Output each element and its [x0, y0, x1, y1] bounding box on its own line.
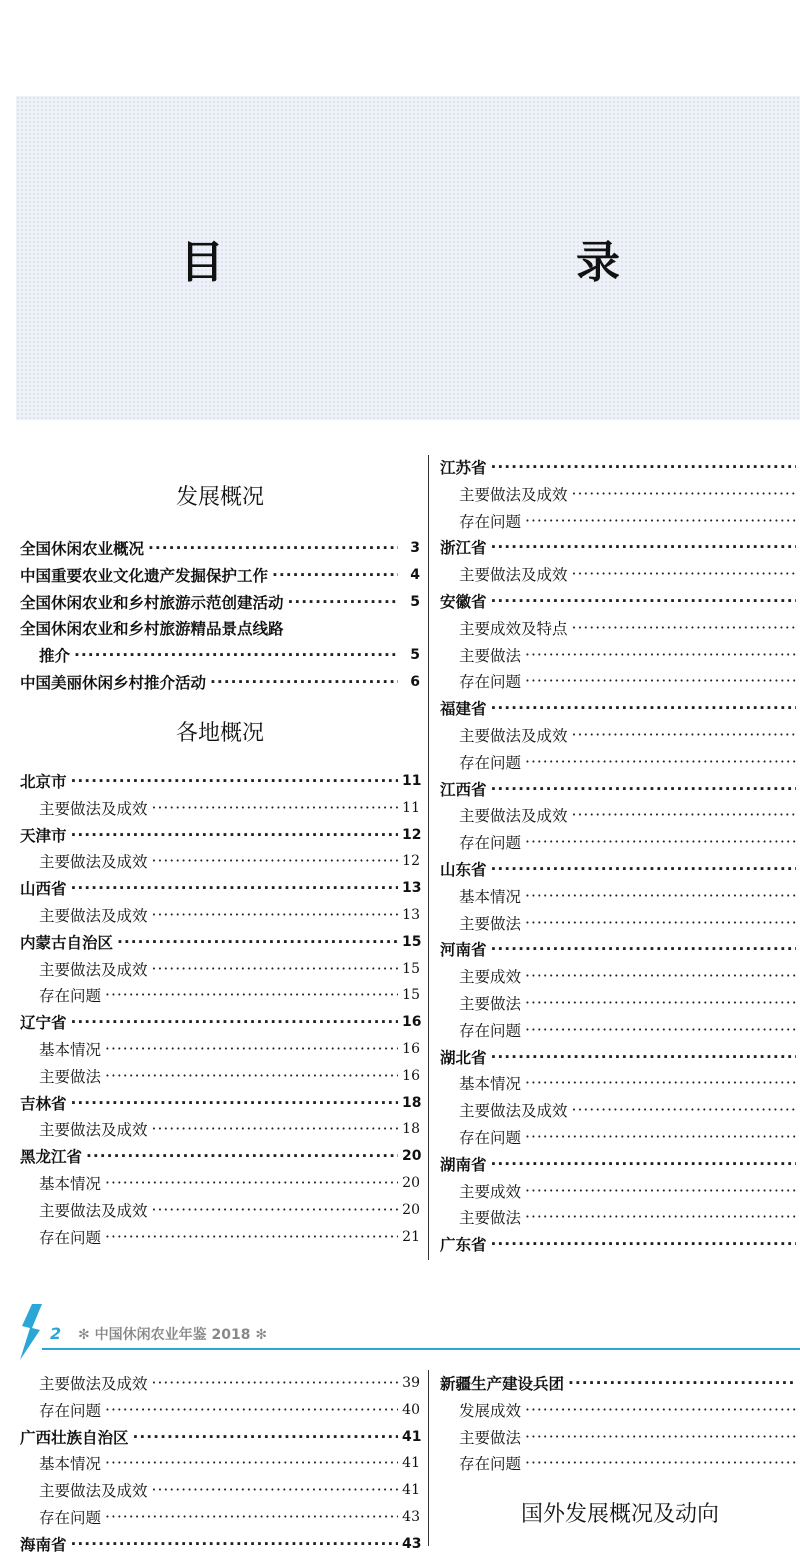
toc-entry-label: 河南省 [440, 941, 487, 960]
dot-leader [525, 994, 796, 1012]
toc-page-number: 5 [410, 647, 420, 664]
toc-entry [20, 929, 420, 955]
toc-page-number: 39 [402, 1375, 420, 1391]
toc-entry-label: 主要做法及成效 [39, 853, 148, 872]
toc-entry-label: 主要成效及特点 [459, 619, 568, 638]
toc-entry-label: 推介 [39, 647, 71, 666]
dot-leader [525, 1128, 796, 1146]
toc-entry-label: 主要做法 [39, 1067, 102, 1086]
dot-leader [525, 1208, 796, 1226]
toc-subentry [459, 749, 800, 775]
toc-page-number: 11 [402, 773, 422, 789]
toc-entry-label: 新疆生产建设兵团 [440, 1375, 565, 1393]
toc-entry-label: 基本情况 [39, 1175, 102, 1193]
toc-page-number: 3 [410, 540, 420, 556]
toc-entry-label: 中国美丽休闲乡村推介活动 [20, 674, 207, 692]
toc-subentry [459, 642, 800, 668]
toc-entry-label: 福建省 [440, 700, 487, 719]
dot-leader [152, 852, 398, 870]
toc-subentry [459, 615, 800, 641]
toc-page-number: 20 [402, 1148, 422, 1165]
dot-leader [86, 1147, 398, 1165]
toc-subentry [459, 1204, 800, 1230]
toc-entry-label: 内蒙古自治区 [20, 933, 114, 952]
toc-entry-label: 江苏省 [440, 459, 487, 477]
dot-leader [152, 960, 398, 978]
toc-entry [440, 1370, 800, 1396]
toc-entry-label: 主要做法及成效 [459, 566, 568, 585]
toc-page-number: 6 [410, 674, 420, 690]
toc-entry-label: 存在问题 [39, 1401, 102, 1420]
toc-entry-label: 主要做法及成效 [459, 727, 568, 745]
dot-leader [71, 1013, 398, 1031]
toc-page-number: 20 [402, 1201, 420, 1218]
toc-page-number: 13 [402, 907, 420, 923]
toc-entry-label: 主要做法 [459, 646, 522, 665]
toc-subentry [459, 910, 800, 936]
toc-subentry [459, 1178, 800, 1204]
toc-entry-label: 存在问题 [39, 1228, 102, 1247]
toc-entry-label: 中国重要农业文化遗产发掘保护工作 [20, 566, 269, 585]
toc-entry-label: 主要做法及成效 [39, 1121, 148, 1140]
toc-page-number: 18 [402, 1094, 422, 1111]
toc-entry-label: 主要做法及成效 [39, 1482, 148, 1501]
dot-leader [572, 485, 796, 503]
toc-entry-label: 主要成效 [459, 968, 522, 987]
toc-entry-label: 全国休闲农业概况 [20, 540, 145, 558]
dot-leader [152, 1481, 398, 1499]
toc-subentry [459, 1397, 800, 1423]
toc-entry-label: 基本情况 [459, 1075, 522, 1094]
toc-entry-label: 主要做法及成效 [39, 1375, 148, 1393]
dot-leader [105, 1454, 398, 1472]
toc-subentry [39, 956, 420, 982]
page-title: 目 录 [180, 237, 708, 288]
toc-entry [20, 1009, 420, 1035]
dot-leader [525, 887, 796, 905]
dot-leader [525, 914, 796, 932]
dot-leader [491, 458, 796, 476]
toc-entry [20, 1531, 420, 1557]
dot-leader [288, 593, 398, 611]
toc-entry-label: 基本情况 [459, 887, 522, 906]
section-heading: 各地概况 [175, 721, 264, 746]
dot-leader [71, 1535, 398, 1553]
toc-entry-label: 主要做法 [459, 1428, 522, 1447]
toc-subentry [39, 848, 420, 874]
toc-entry [440, 776, 800, 802]
toc-entry-label: 吉林省 [20, 1094, 67, 1113]
toc-subentry [459, 1450, 800, 1476]
toc-subentry [39, 1063, 420, 1089]
dot-leader [572, 565, 796, 583]
dot-leader [491, 1155, 796, 1173]
toc-entry [20, 822, 420, 848]
toc-subentry [459, 1097, 800, 1123]
toc-entry [20, 875, 420, 901]
toc-entry [20, 1143, 420, 1169]
toc-page-number: 13 [402, 880, 422, 897]
toc-subentry [459, 990, 800, 1016]
dot-leader [525, 1401, 796, 1419]
toc-entry-label: 主要做法 [459, 995, 522, 1013]
toc-page-number: 15 [402, 933, 422, 950]
toc-subentry [39, 1450, 420, 1476]
toc-entry [440, 1151, 800, 1177]
dot-leader [525, 753, 796, 771]
dot-leader [71, 772, 398, 790]
toc-entry-label: 湖北省 [440, 1048, 487, 1067]
page-number: 2 [50, 1324, 62, 1343]
toc-entry [20, 589, 420, 615]
toc-subentry [39, 902, 420, 928]
toc-page-number: 15 [402, 987, 420, 1004]
toc-entry [440, 454, 800, 480]
toc-subentry [459, 883, 800, 909]
toc-entry-label: 黑龙江省 [20, 1148, 83, 1167]
dot-leader [572, 619, 796, 637]
toc-entry-label: 存在问题 [459, 753, 522, 772]
dot-leader [210, 673, 398, 691]
toc-entry-label: 存在问题 [459, 1455, 522, 1474]
toc-entry-label: 主要成效 [459, 1182, 522, 1201]
toc-entry-label: 主要做法 [459, 1209, 522, 1228]
dot-leader [148, 539, 398, 557]
toc-entry-label: 主要做法及成效 [459, 807, 568, 826]
dot-leader [152, 906, 398, 924]
dot-leader [105, 1067, 398, 1085]
toc-subentry [39, 1197, 420, 1223]
toc-subentry [39, 1504, 420, 1530]
dot-leader [525, 1074, 796, 1092]
dot-leader [133, 1428, 398, 1446]
toc-page-number: 20 [402, 1175, 420, 1191]
toc-entry-label: 主要做法及成效 [459, 1102, 568, 1121]
toc-entry [20, 1090, 420, 1116]
dot-leader [525, 967, 796, 985]
toc-page-number: 12 [402, 853, 420, 870]
toc-subentry [459, 561, 800, 587]
dot-leader [152, 1201, 398, 1219]
dot-leader [105, 1508, 398, 1526]
dot-leader [272, 566, 398, 584]
dot-leader [71, 826, 398, 844]
dot-leader [117, 933, 398, 951]
dot-leader [491, 1235, 796, 1253]
toc-subentry [459, 508, 800, 534]
toc-subentry [39, 982, 420, 1008]
toc-entry [440, 856, 800, 882]
toc-entry [39, 642, 420, 668]
toc-entry [20, 562, 420, 588]
toc-entry-label: 主要做法及成效 [39, 907, 148, 925]
dot-leader [491, 860, 796, 878]
dot-leader [525, 672, 796, 690]
toc-entry-label: 基本情况 [39, 1455, 102, 1474]
toc-entry-label: 发展成效 [459, 1401, 522, 1420]
toc-entry-label: 存在问题 [459, 512, 522, 531]
dot-leader [105, 986, 398, 1004]
page-footer [0, 1312, 800, 1356]
toc-page-number: 5 [410, 593, 420, 610]
toc-subentry [459, 668, 800, 694]
toc-entry-label: 北京市 [20, 773, 67, 791]
dot-leader [105, 1228, 398, 1246]
toc-page-number: 40 [402, 1401, 420, 1418]
toc-page-number: 41 [402, 1482, 420, 1499]
dot-leader [491, 592, 796, 610]
toc-entry-label: 江西省 [440, 780, 487, 799]
toc-entry [440, 534, 800, 560]
toc-entry-label: 主要做法及成效 [39, 1201, 148, 1220]
toc-page-number: 43 [402, 1509, 420, 1525]
toc-page-number: 41 [402, 1428, 422, 1445]
column-divider-top [428, 455, 429, 1260]
toc-page-number: 18 [402, 1121, 420, 1138]
toc-subentry [459, 802, 800, 828]
toc-subentry [459, 829, 800, 855]
dot-leader [525, 646, 796, 664]
toc-subentry [39, 1397, 420, 1423]
toc-entry-label: 存在问题 [459, 1021, 522, 1040]
toc-entry [20, 1424, 420, 1450]
section-heading: 国外发展概况及动向 [520, 1502, 719, 1527]
toc-page-number: 15 [402, 960, 420, 977]
toc-entry [440, 936, 800, 962]
toc-entry-label: 广西壮族自治区 [20, 1428, 129, 1447]
dot-leader [105, 1401, 398, 1419]
toc-entry-label: 基本情况 [39, 1041, 102, 1059]
dot-leader [525, 1428, 796, 1446]
toc-subentry [39, 795, 420, 821]
toc-subentry [459, 722, 800, 748]
toc-entry-label: 存在问题 [459, 834, 522, 853]
dot-leader [572, 1101, 796, 1119]
running-title: ✻ 中国休闲农业年鉴 2018 ✻ [78, 1327, 268, 1343]
toc-entry-label: 存在问题 [459, 673, 522, 692]
dot-leader [572, 726, 796, 744]
toc-subentry [459, 481, 800, 507]
toc-page-number: 21 [402, 1228, 420, 1245]
dot-leader [152, 1120, 398, 1138]
lightning-bolt-icon [18, 1304, 44, 1360]
toc-entry-label: 全国休闲农业和乡村旅游精品景点线路 [20, 620, 284, 639]
toc-subentry [39, 1170, 420, 1196]
dot-leader [525, 1021, 796, 1039]
dot-leader [491, 1048, 796, 1066]
toc-entry-label: 山西省 [20, 880, 67, 899]
toc-entry-label: 主要做法及成效 [39, 799, 148, 818]
toc-entry [20, 768, 420, 794]
toc-entry-label: 海南省 [20, 1535, 67, 1554]
toc-page-number: 41 [402, 1455, 420, 1472]
toc-entry-label: 山东省 [440, 861, 487, 879]
dot-leader [491, 699, 796, 717]
dot-leader [525, 1182, 796, 1200]
dot-leader [568, 1374, 796, 1392]
toc-page-number: 12 [402, 826, 422, 843]
dot-leader [572, 806, 796, 824]
column-divider-bottom [428, 1370, 429, 1546]
toc-entry-label: 存在问题 [39, 987, 102, 1006]
dot-leader [491, 538, 796, 556]
toc-page-number: 11 [402, 799, 420, 816]
toc-entry-label: 安徽省 [440, 593, 487, 611]
toc-entry-label: 湖南省 [440, 1155, 487, 1174]
toc-subentry [39, 1477, 420, 1503]
dot-leader [525, 1454, 796, 1472]
toc-entry-label: 主要做法 [459, 914, 522, 933]
toc-entry-label: 主要做法及成效 [39, 960, 148, 979]
toc-page-number: 16 [402, 1041, 420, 1057]
toc-entry-label: 存在问题 [459, 1129, 522, 1147]
toc-page-number: 16 [402, 1067, 420, 1084]
toc-entry-label: 存在问题 [39, 1509, 102, 1527]
footer-rule [42, 1348, 800, 1350]
toc-subentry [39, 1224, 420, 1250]
section-heading: 发展概况 [175, 485, 264, 510]
dot-leader [152, 799, 398, 817]
dot-leader [152, 1374, 398, 1392]
dot-leader [71, 879, 398, 897]
toc-entry [440, 695, 800, 721]
dot-leader [71, 1094, 398, 1112]
toc-entry-label: 浙江省 [440, 539, 487, 558]
dot-leader [491, 940, 796, 958]
toc-page-number: 16 [402, 1014, 422, 1031]
toc-subentry [39, 1116, 420, 1142]
toc-subentry [39, 1036, 420, 1062]
dot-leader [74, 646, 398, 664]
toc-page-number: 43 [402, 1535, 422, 1552]
toc-entry-label: 天津市 [20, 826, 67, 845]
toc-subentry [459, 1070, 800, 1096]
toc-entry [440, 1044, 800, 1070]
toc-entry-label: 主要做法及成效 [459, 485, 568, 504]
dot-leader [105, 1174, 398, 1192]
toc-subentry [459, 1017, 800, 1043]
dot-leader [525, 512, 796, 530]
toc-entry-label: 全国休闲农业和乡村旅游示范创建活动 [20, 593, 284, 612]
dot-leader [525, 833, 796, 851]
toc-subentry [459, 1124, 800, 1150]
toc-page-number: 4 [410, 566, 420, 583]
dot-leader [491, 780, 796, 798]
toc-subentry [39, 1370, 420, 1396]
toc-entry [440, 1231, 800, 1257]
toc-entry [440, 588, 800, 614]
dot-leader [105, 1040, 398, 1058]
toc-entry [20, 535, 420, 561]
toc-subentry [459, 1424, 800, 1450]
toc-entry-label: 辽宁省 [20, 1014, 67, 1033]
toc-entry [20, 669, 420, 695]
toc-entry [20, 615, 420, 641]
toc-subentry [459, 963, 800, 989]
toc-entry-label: 广东省 [440, 1236, 487, 1255]
